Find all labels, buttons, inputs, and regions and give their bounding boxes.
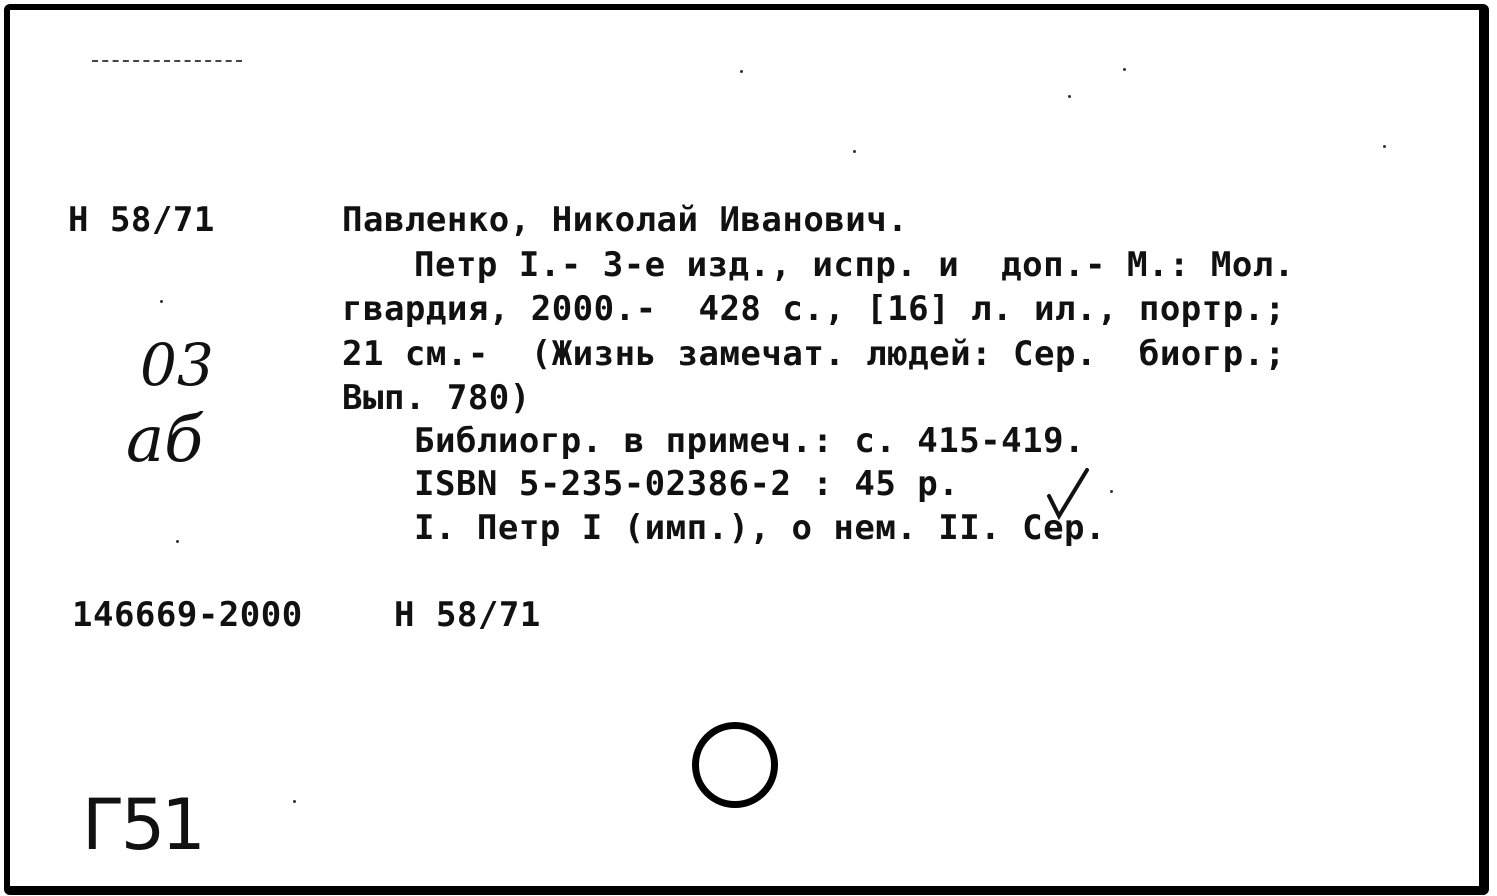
tracings-line: I. Петр I (имп.), о нем. II. Сер. [414,508,1107,548]
scan-speck [1383,145,1386,148]
scan-speck [176,540,179,543]
checkmark-icon [1035,466,1095,526]
isbn-line: ISBN 5-235-02386-2 : 45 р. [414,464,960,504]
scan-speck [740,70,743,73]
handwritten-code-bottom: аб [126,403,204,477]
handwritten-code-top: 03 [140,331,214,399]
scan-speck [1068,95,1071,98]
handwritten-shelf-mark: Г51 [82,784,202,866]
punch-hole-circle [692,722,778,808]
scan-speck [1110,490,1113,493]
scan-speck [853,150,856,153]
call-number: Н 58/71 [68,200,215,240]
footer-number: 146669-2000 [72,595,303,635]
scan-speck [1123,68,1126,71]
footer-call-number: Н 58/71 [394,595,541,635]
bibliography-note: Библиогр. в примеч.: с. 415-419. [414,421,1086,461]
scan-speck [160,300,163,303]
description-line-2: гвардия, 2000.- 428 с., [16] л. ил., портр.; [342,289,1286,329]
top-dashed-rule [92,60,242,62]
description-line-3: 21 см.- (Жизнь замечат. людей: Сер. биогр.; [342,334,1286,374]
description-line-1: Петр I.- 3-е изд., испр. и доп.- М.: Мол. [414,245,1295,285]
scan-speck [293,800,296,803]
author-heading: Павленко, Николай Иванович. [342,200,909,240]
description-line-4: Вып. 780) [342,378,531,418]
